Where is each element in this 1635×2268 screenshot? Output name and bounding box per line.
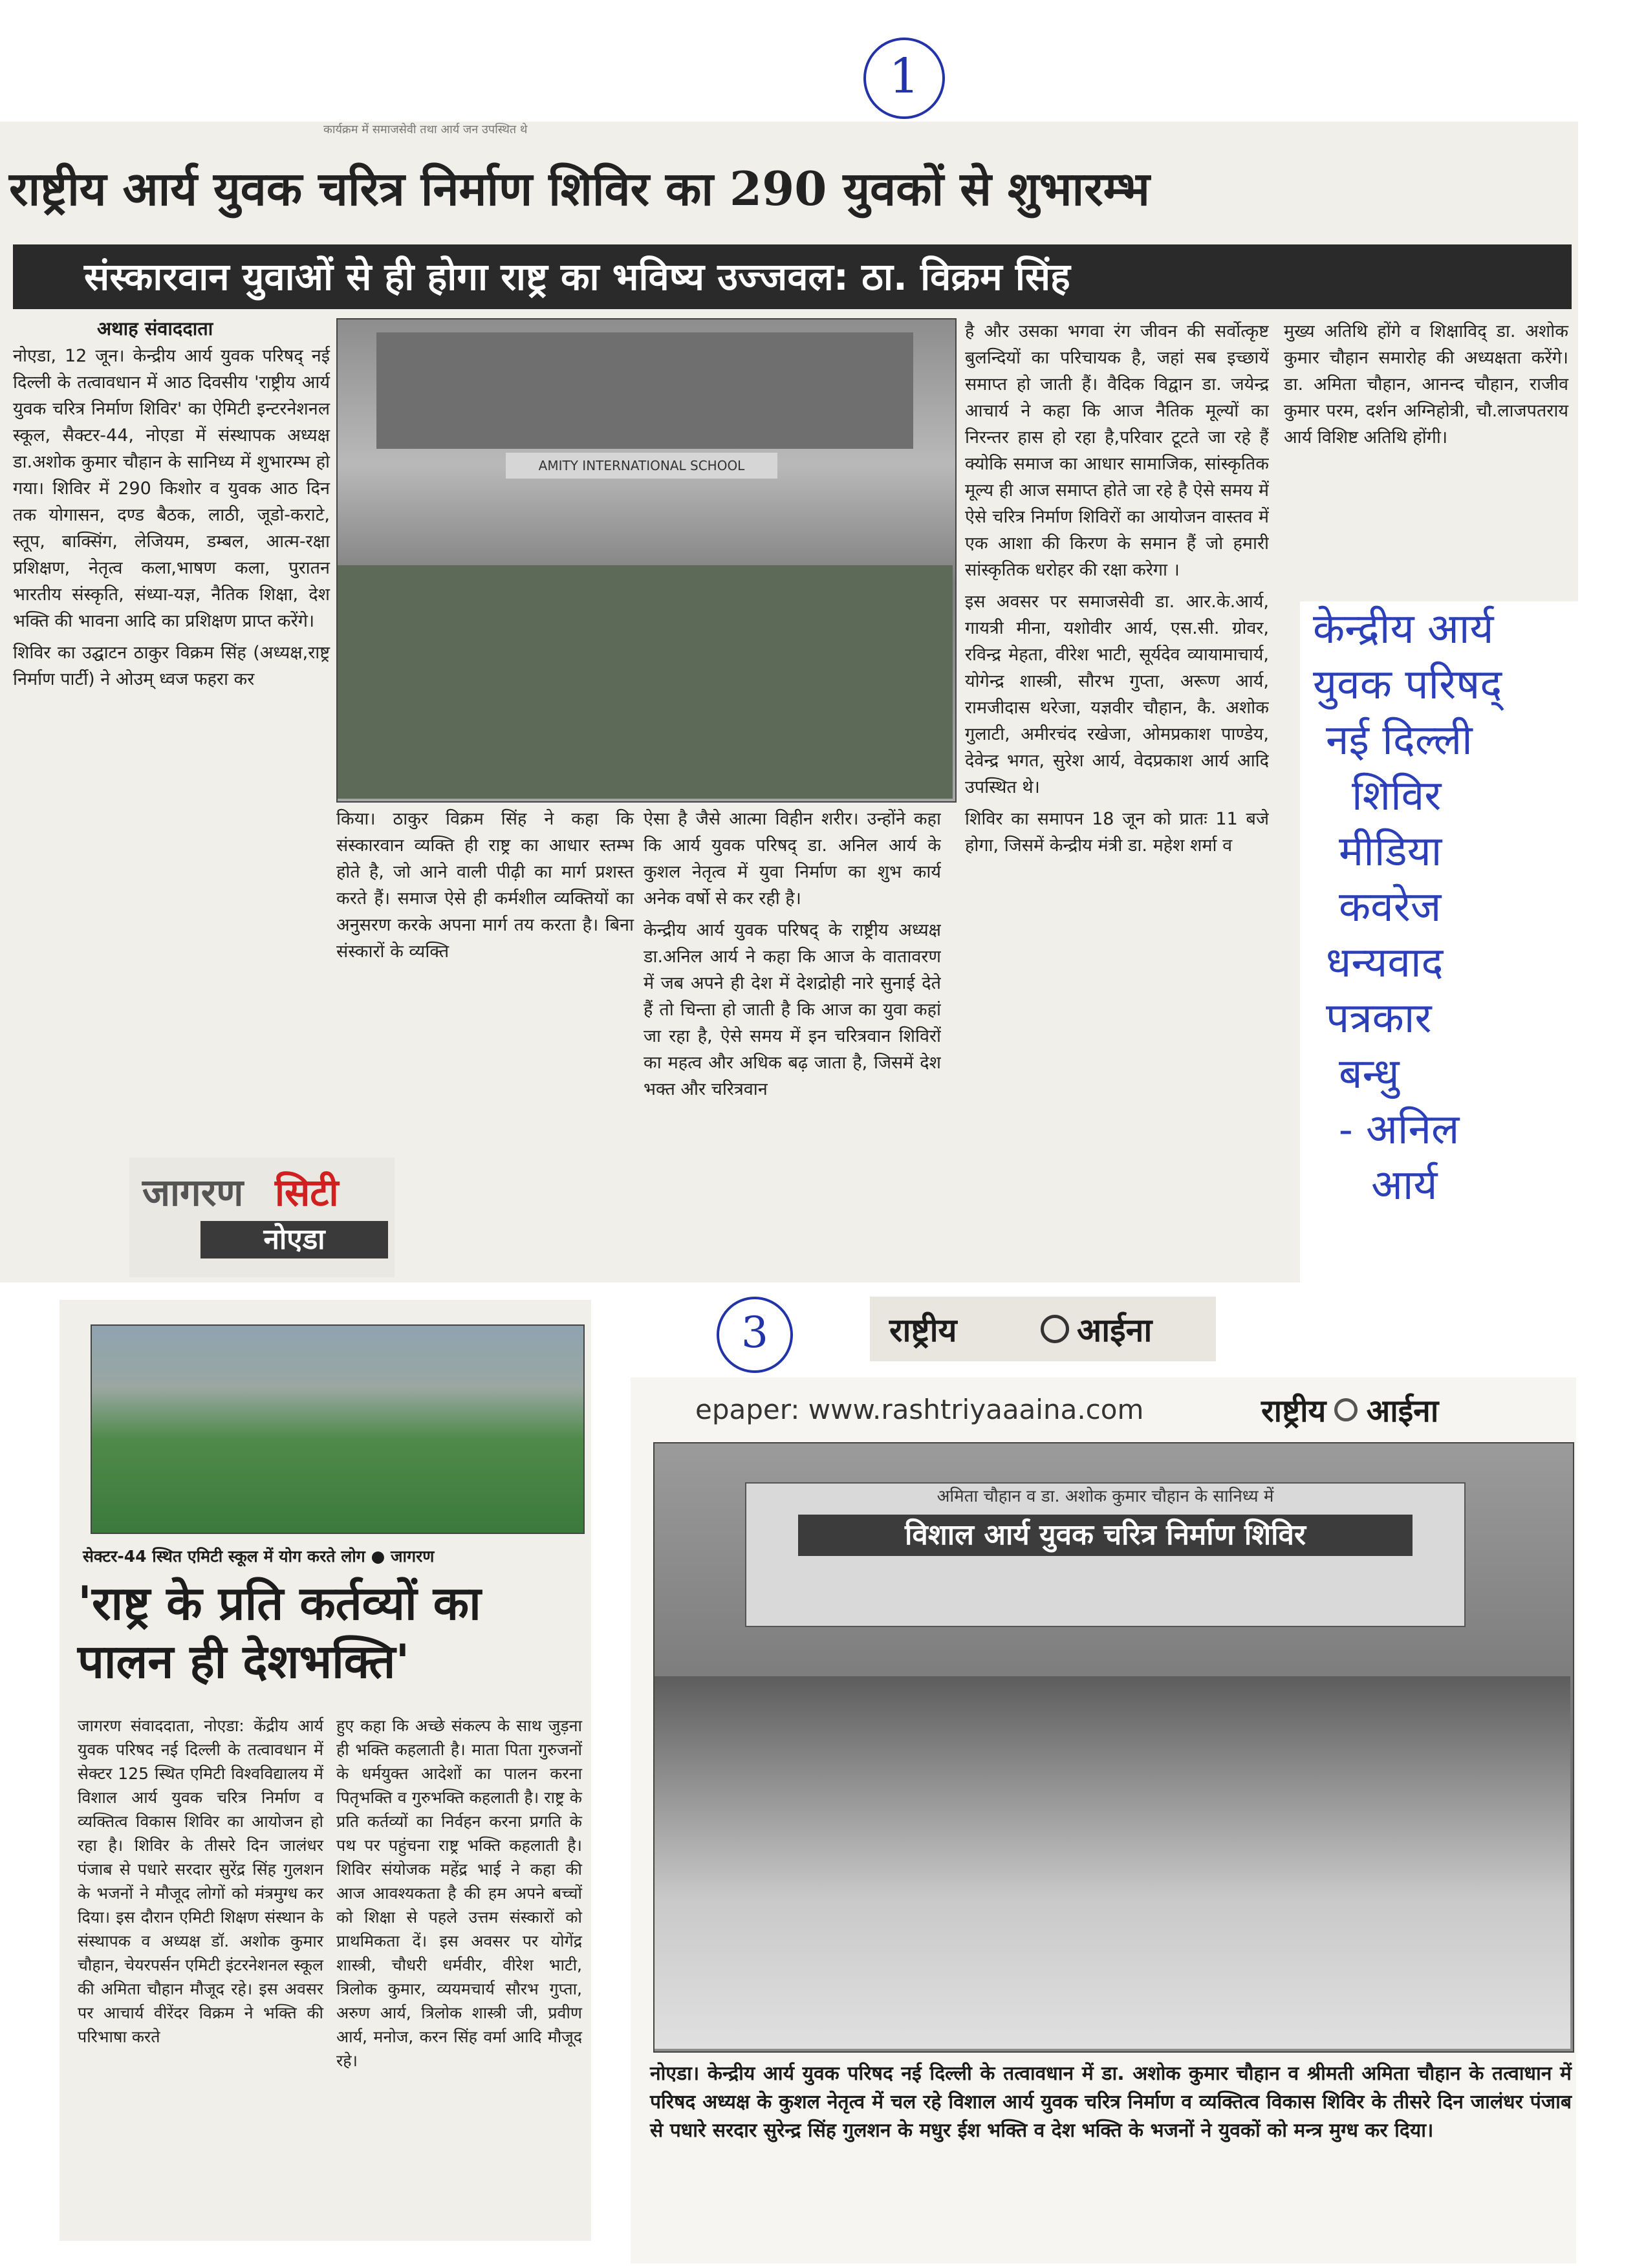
clip3-masthead-right: आईना (1077, 1312, 1153, 1349)
clip2-masthead-jagran: जागरण (142, 1171, 244, 1215)
handwritten-line-7: धन्यवाद (1326, 939, 1444, 987)
clip3-masthead-wheel-icon (1041, 1315, 1069, 1343)
clip3-logo (1261, 1389, 1565, 1431)
marker-three: 3 (717, 1297, 793, 1373)
clip1-photo (336, 318, 957, 803)
clip3-caption: नोएडा। केन्द्रीय आर्य युवक परिषद नई दिल्ली के तत्वावधान में डा. अशोक कुमार चौहान व श्रीमती अमिता चौहान के तत्वाधान में परिषद अध्यक्ष के कुशल नेतृत्व में चल रहे विशाल आर्य युवक चरित्र निर्माण व व्यक्तित्व विकास शिविर के तीसरे दिन जालंधर पंजाब से पधारे सरदार सुरेन्द्र सिंह गुलशन के मधुर ईश भक्ति व देश भक्ति के भजनों ने युवकों को मन्त्र मुग्ध कर दिया। (650, 2062, 1572, 2142)
clip2-photo (91, 1324, 585, 1534)
handwritten-line-6: कवरेज (1339, 883, 1442, 931)
clip3-masthead-left: राष्ट्रीय (889, 1312, 957, 1349)
clip1-column-3 (644, 806, 941, 1275)
handwritten-line-4: शिविर (1352, 772, 1442, 820)
clip1-headline: राष्ट्रीय आर्य युवक चरित्र निर्माण शिविर का 290 युवकों से शुभारम्भ (9, 161, 1150, 216)
clip1-photo-field (338, 565, 953, 799)
clip3-epaper: epaper: www.rashtriyaaaina.com (695, 1394, 1144, 1425)
clip1-col1-para2: शिविर का उद्घाटन ठाकुर विक्रम सिंह (अध्यक्ष,राष्ट्र निर्माण पार्टी) ने ओउम् ध्वज फहरा कर (13, 643, 330, 689)
clip1-column-5 (1284, 318, 1568, 456)
clip2-masthead-noida-bar (200, 1221, 388, 1258)
marker-one: 1 (863, 38, 945, 119)
clip3-logo-right: आईना (1366, 1393, 1439, 1429)
clip1-subheadline-text: संस्कारवान युवाओं से ही होगा राष्ट्र का भविष्य उज्जवल: ठा. विक्रम सिंह (84, 255, 1070, 299)
handwritten-line-1: केन्द्रीय आर्य (1313, 605, 1494, 653)
clip1-col4-para1: है और उसका भगवा रंग जीवन की सर्वोत्कृष्ट बुलन्दियों का परिचायक है, जहां सब इच्छायें समाप्त हो जाती हैं। वैदिक विद्वान डा. जयेन्द्र आचार्य ने कहा कि आज नैतिक मूल्यों का निरन्तर हास हो रहा है,परिवार टूटते जा रहे हैं क्योकि समाज का आधार सामाजिक, सांस्कृतिक मूल्य ही आज समाप्त होते जा रहे है ऐसे समय में ऐसे चरित्र निर्माण शिविरों का आयोजन वास्तव में एक आशा की किरण के समान हैं जो हमारी सांस्कृतिक धरोहर की रक्षा करेगा । (965, 321, 1269, 580)
clip2-headline: 'राष्ट्र के प्रति कर्तव्यों का पालन ही देशभक्ति' (78, 1576, 481, 1689)
clip2-col1-para: जागरण संवाददाता, नोएडा: केंद्रीय आर्य युवक परिषद नई दिल्ली के तत्वावधान में सेक्टर 125 स्थित एमिटी विश्वविद्यालय में विशाल आर्य युवक चरित्र निर्माण व व्यक्तित्व विकास शिविर का आयोजन हो रहा है। शिविर के तीसरे दिन जालंधर पंजाब से पधारे सरदार सुरेंद्र सिंह गुलशन के भजनों ने मौजूद लोगों को मंत्रमुग्ध कर दिया। इस दौरान एमिटी शिक्षण संस्थान के संस्थापक व अध्यक्ष डॉ. अशोक कुमार चौहान, चेयरपर्सन एमिटी इंटरनेशनल स्कूल की अमिता चौहान मौजूद रहे। इस अवसर पर आचार्य वीरेंदर विक्रम ने भक्ति की परिभाषा करते (78, 1716, 323, 2046)
clip3-logo-wheel-icon (1334, 1398, 1358, 1421)
handwritten-note (1300, 601, 1623, 1377)
handwritten-line-11: आर्य (1371, 1161, 1438, 1209)
clip3-logo-left: राष्ट्रीय (1261, 1393, 1326, 1429)
handwritten-line-10: - अनिल (1339, 1106, 1460, 1154)
clip3-banner-main: विशाल आर्य युवक चरित्र निर्माण शिविर (798, 1515, 1413, 1556)
clip1-col4-para2: इस अवसर पर समाजसेवी डा. आर.के.आर्य, गायत्री मीना, यशोवीर आर्य, एस.सी. ग्रोवर, रविन्द्र मेहता, वीरेश भाटी, सूर्यदेव व्यायामाचार्य, योगेन्द्र शास्त्री, सौरभ गुप्ता, अरूण आर्य, रामजीदास थरेजा, यज्ञवीर चौहान, कै. अशोक गुलाटी, अमीरचंद रखेजा, ओमप्रकाश पाण्डेय, देवेन्द्र भगत, सुरेश आर्य, वेदप्रकाश आर्य आदि उपस्थित थे। (965, 592, 1269, 797)
clip1-subheadline (13, 244, 1572, 309)
clip1-col1-para1: नोएडा, 12 जून। केन्द्रीय आर्य युवक परिषद् नई दिल्ली के तत्वावधान में आठ दिवसीय 'राष्ट्रीय आर्य युवक चरित्र निर्माण शिविर' का ऐमिटी इन्टरनेशनल स्कूल, सैक्टर-44, नोएडा में संस्थापक अध्यक्ष डा.अशोक कुमार चौहान के सानिध्य में शुभारम्भ हो गया। शिविर में 290 किशोर व युवक आठ दिन तक योगासन, दण्ड बैठक, लाठी, जूडो-कराटे, स्तूप, बाक्सिंग, लेजियम, डम्बल, आत्म-रक्षा प्रशिक्षण, नेतृत्व कला,भाषण कला, पुरातन भारतीय संस्कृति, संध्या-यज्ञ, नैतिक शिक्षा, देश भक्ति की भावना आदि का प्रशिक्षण प्राप्त करेंगे। (13, 346, 330, 631)
clip1-col3-para2: केन्द्रीय आर्य युवक परिषद् के राष्ट्रीय अध्यक्ष डा.अनिल आर्य ने कहा कि आज के वातावरण में जब अपने ही देश में देशद्रोही नारे सुनाई देते हैं तो चिन्ता हो जाती है कि आज का युवा कहां जा रहा है, ऐसे समय में इन चरित्रवान शिविरों का महत्व और अधिक बढ़ जाता है, जिसमें देश भक्त और चरित्रवान (644, 920, 941, 1099)
clip3-banner-top: अमिता चौहान व डा. अशोक कुमार चौहान के सानिध्य में (937, 1487, 1274, 1506)
clip1-byline: अथाह संवाददाता (97, 318, 213, 340)
clip1-column-1 (13, 343, 330, 698)
clip2-photo-caption: सेक्टर-44 स्थित एमिटी स्कूल में योग करते लोग ● जागरण (83, 1547, 435, 1566)
clip2-masthead-noida: नोएडा (263, 1223, 325, 1256)
clip1-col2-para: किया। ठाकुर विक्रम सिंह ने कहा कि संस्कारवान व्यक्ति ही राष्ट्र का आधार स्तम्भ होते है, जो आने वाली पीढ़ी का मार्ग प्रशस्त करते हैं। समाज ऐसे ही कर्मशील व्यक्तियों का अनुसरण करके अपना मार्ग तय करता है। बिना संस्कारों के व्यक्ति (336, 809, 634, 962)
clip3-photo (653, 1442, 1574, 2053)
clip2-col2-para: हुए कहा कि अच्छे संकल्प के साथ जुड़ना ही भक्ति कहलाती है। माता पिता गुरुजनों के धर्मयुक्त आदेशों का पालन करना पितृभक्ति व गुरुभक्ति कहलाती है। राष्ट्र के प्रति कर्तव्यों का निर्वहन करना प्रगति के पथ पर पहुंचना राष्ट्र भक्ति कहलाती है। शिविर संयोजक महेंद्र भाई ने कहा की आज आवश्यकता है की हम अपने बच्चों को शिक्षा से पहले उत्तम संस्कारों को प्राथमिकता दें। इस अवसर पर योगेंद्र शास्त्री, चौधरी धर्मवीर, वीरेश भाटी, त्रिलोक कुमार, व्ययमचार्य सौरभ गुप्ता, अरुण आर्य, त्रिलोक शास्त्री जी, प्रवीण आर्य, मनोज, करन सिंह वर्मा आदि मौजूद रहे। (336, 1716, 582, 2070)
clip2-column-1 (78, 1714, 323, 2054)
clip2-column-2 (336, 1714, 582, 2078)
clip2-masthead (129, 1158, 395, 1277)
clip3-masthead (870, 1297, 1216, 1361)
clip1-col4-para3: शिविर का समापन 18 जून को प्रातः 11 बजे होगा, जिसमें केन्द्रीय मंत्री डा. महेश शर्मा व (965, 809, 1269, 856)
handwritten-line-2: युवक परिषद् (1313, 661, 1502, 709)
clip1-photo-banner: AMITY INTERNATIONAL SCHOOL (506, 453, 777, 479)
handwritten-line-3: नई दिल्ली (1326, 717, 1473, 764)
handwritten-line-9: बन्धु (1339, 1050, 1400, 1098)
handwritten-line-5: मीडिया (1339, 828, 1442, 876)
clip1-column-4 (965, 318, 1269, 1275)
clip3-people (655, 1676, 1570, 2049)
clip1-col5-para: मुख्य अतिथि होंगे व शिक्षाविद् डा. अशोक कुमार चौहान समारोह की अध्यक्षता करेंगे। डा. अमिता चौहान, आनन्द चौहान, राजीव कुमार परम, दर्शन अग्निहोत्री, चौ.लाजपतराय आर्य विशिष्ट अतिथि होंगी। (1284, 321, 1568, 448)
clip1-top-strip: कार्यक्रम में समाजसेवी तथा आर्य जन उपस्थित थे (323, 123, 528, 136)
clip1-col3-para1: ऐसा है जैसे आत्मा विहीन शरीर। उन्होंने कहा कि आर्य युवक परिषद् डा. अनिल आर्य के कुशल नेतृत्व में युवा निर्माण का शुभ कार्य अनेक वर्षो से कर रही है। (644, 809, 941, 909)
clip1-column-2 (336, 806, 634, 970)
clip2-masthead-city: सिटी (275, 1171, 339, 1215)
handwritten-line-8: पत्रकार (1326, 995, 1432, 1042)
clip3-banner (745, 1482, 1466, 1627)
clip1-photo-stage (376, 332, 913, 449)
